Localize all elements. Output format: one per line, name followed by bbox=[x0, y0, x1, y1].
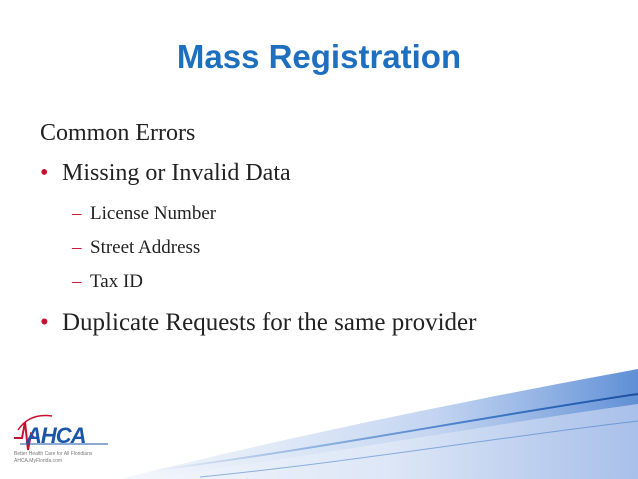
ahca-logo-text: AHCA bbox=[26, 423, 86, 448]
tagline-line-1: Better Health Care for All Floridians bbox=[14, 451, 93, 457]
bullet-text: Duplicate Requests for the same provider bbox=[62, 309, 477, 336]
tagline-line-2: AHCA.MyFlorida.com bbox=[14, 458, 63, 464]
bullet-item bbox=[40, 160, 291, 187]
sub-bullet-item bbox=[72, 271, 143, 293]
sub-bullet-text: License Number bbox=[90, 203, 217, 224]
sub-bullet-text: Tax ID bbox=[90, 271, 144, 292]
logo-tagline bbox=[14, 451, 114, 465]
sub-bullet-item bbox=[72, 203, 216, 225]
section-heading: Common Errors bbox=[40, 120, 196, 146]
sub-bullet-marker: – bbox=[72, 203, 82, 224]
sub-bullet-marker: – bbox=[72, 237, 82, 258]
bullet-marker: • bbox=[40, 309, 49, 336]
slide-title: Mass Registration bbox=[176, 38, 462, 75]
bullet-marker: • bbox=[40, 160, 49, 186]
bullet-text: Missing or Invalid Data bbox=[62, 160, 291, 186]
sub-bullet-text: Street Address bbox=[90, 237, 201, 258]
sub-bullet-marker: – bbox=[72, 271, 82, 292]
sub-bullet-item bbox=[72, 237, 200, 259]
bullet-item bbox=[40, 309, 476, 337]
